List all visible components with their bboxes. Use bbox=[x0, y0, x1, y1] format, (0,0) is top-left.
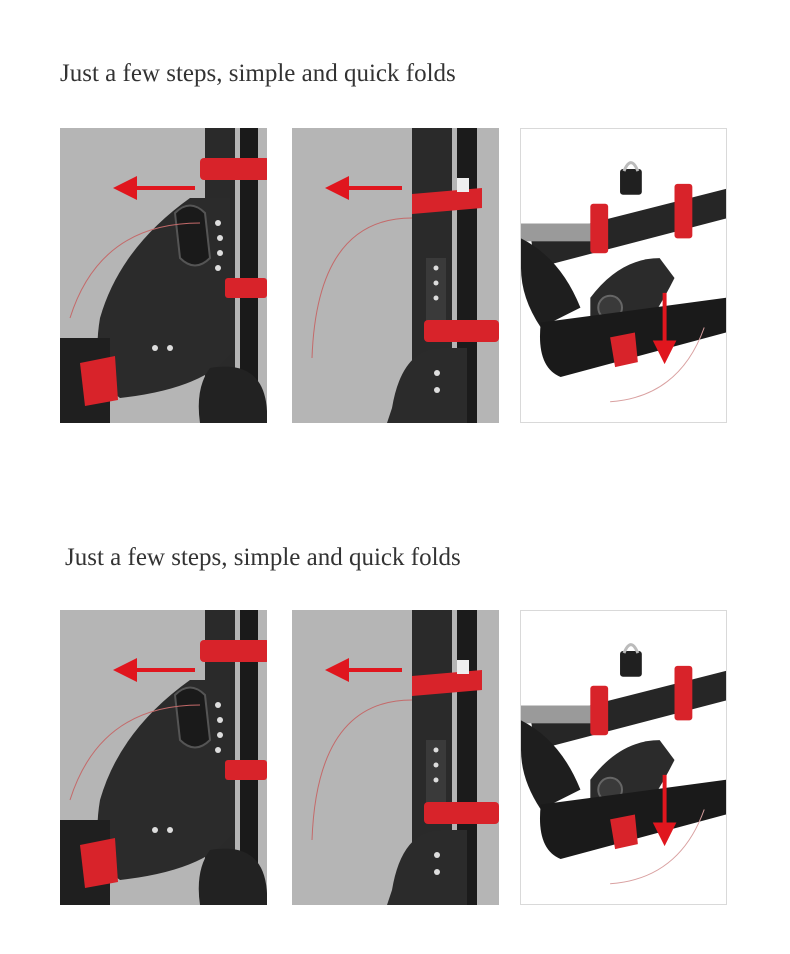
step-3-fold-down-photo bbox=[520, 128, 727, 423]
step-1-release-latch-photo bbox=[60, 610, 267, 905]
section-heading: Just a few steps, simple and quick folds bbox=[65, 544, 461, 571]
step-2-open-clamp-photo bbox=[292, 610, 499, 905]
faint-watermark bbox=[380, 10, 580, 28]
section-heading: Just a few steps, simple and quick folds bbox=[60, 60, 456, 87]
step-3-fold-down-photo bbox=[520, 610, 727, 905]
step-2-open-clamp-photo bbox=[292, 128, 499, 423]
step-1-release-latch-photo bbox=[60, 128, 267, 423]
